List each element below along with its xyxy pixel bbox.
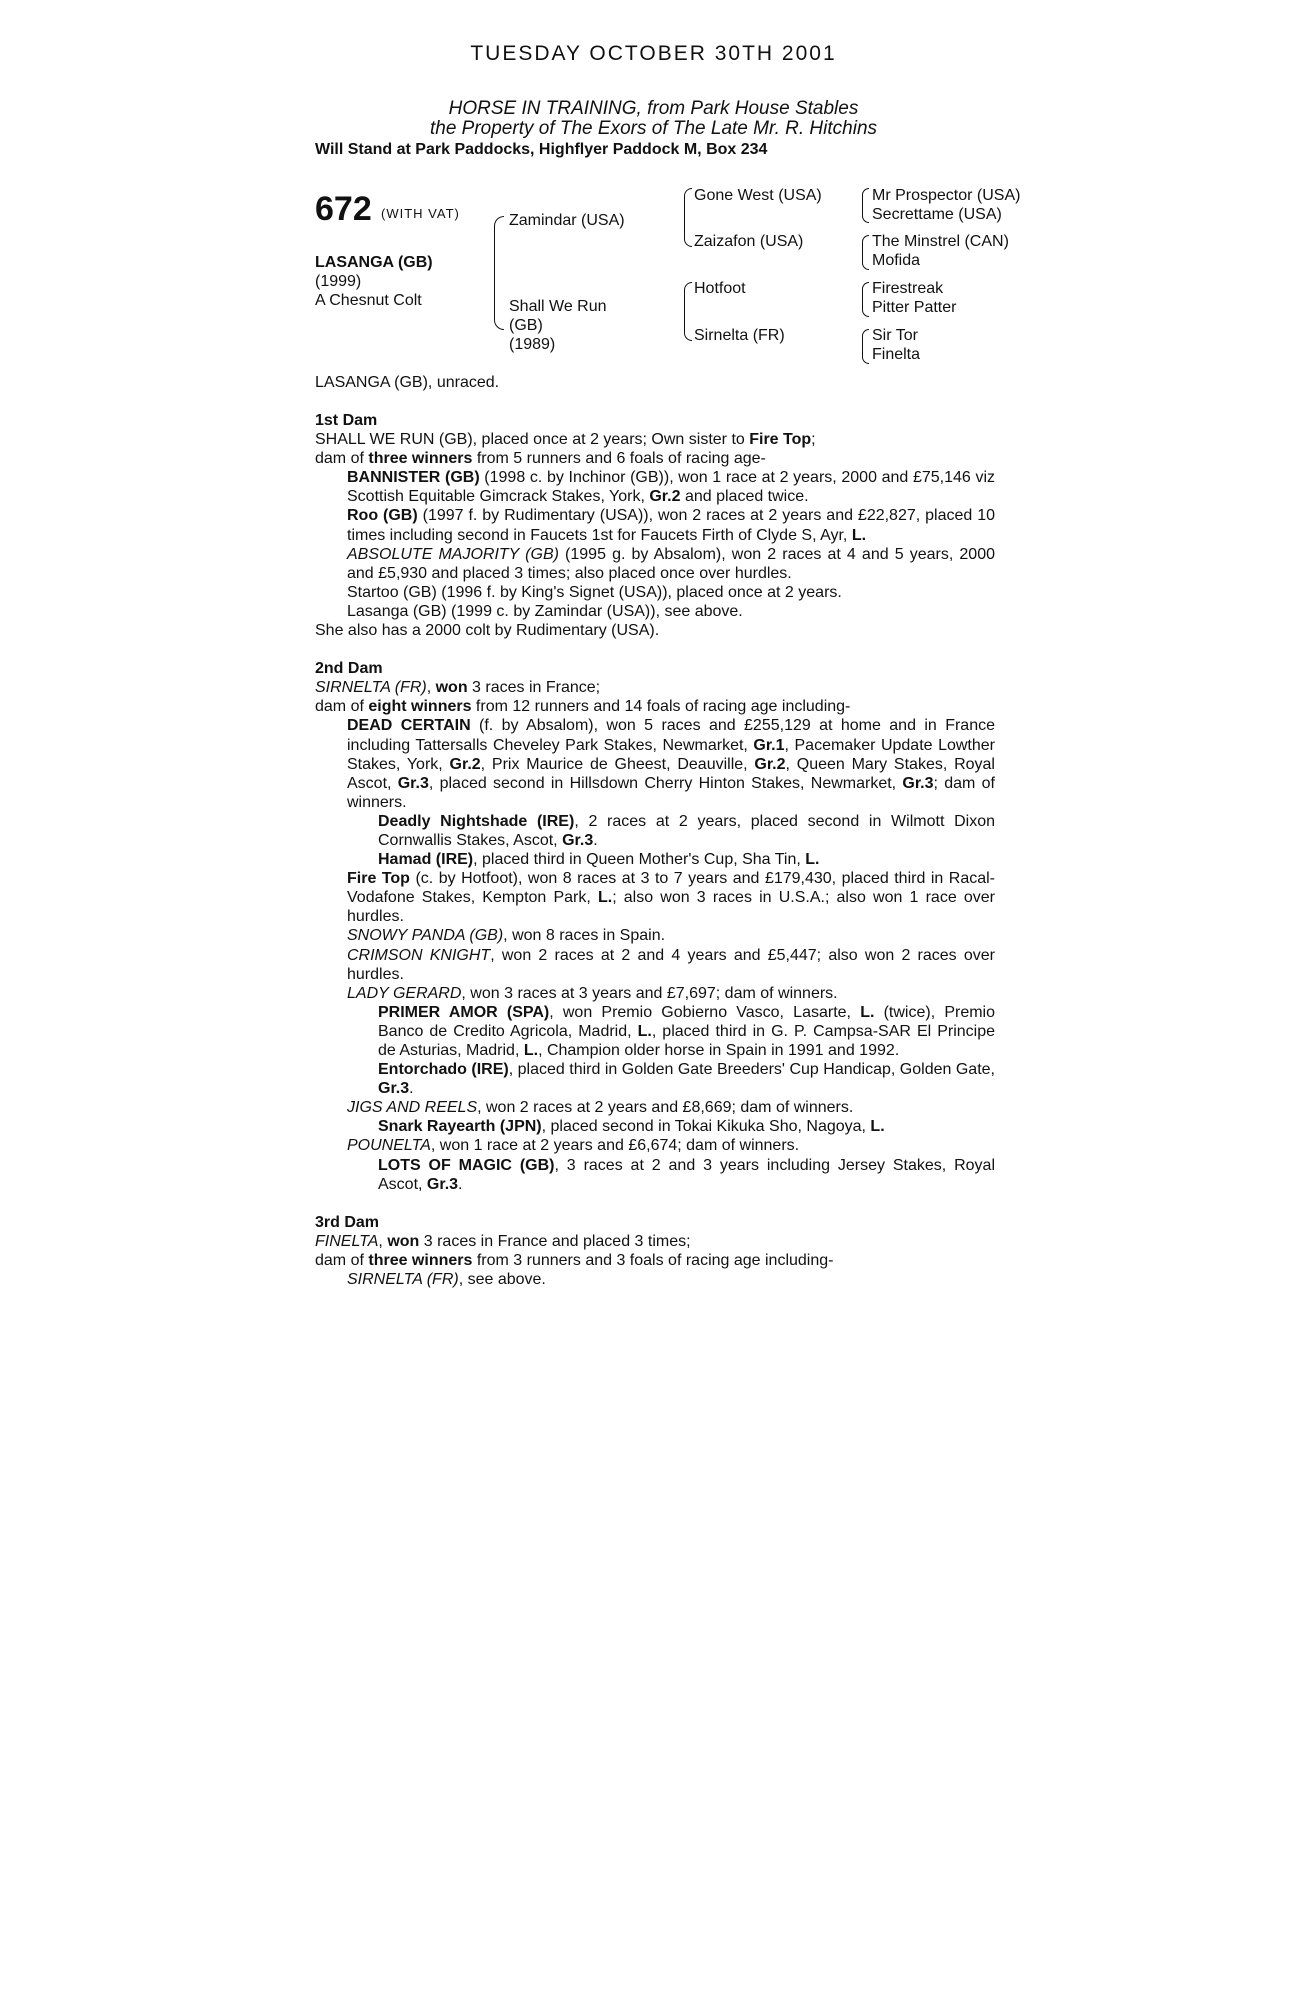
- first-dam-line-2: dam of three winners from 5 runners and 6 foals of racing age-: [315, 450, 766, 468]
- pedigree-ds: Hotfoot: [694, 280, 746, 297]
- lot-number: 672: [315, 190, 372, 228]
- third-dam-line-2: dam of three winners from 3 runners and 3 foals of racing age including-: [315, 1251, 834, 1269]
- produce-jigs-and-reels: JIGS AND REELS, won 2 races at 2 years and £8,669; dam of winners.: [347, 1099, 854, 1117]
- pedigree-ssd: Secrettame (USA): [872, 206, 1002, 223]
- produce-entorchado: Entorchado (IRE), placed third in Golden Gate Breeders' Cup Handicap, Golden Gate, Gr.3.: [378, 1061, 995, 1098]
- pedigree-brace-sd: [862, 235, 869, 270]
- page-date: TUESDAY OCTOBER 30TH 2001: [470, 42, 837, 65]
- pedigree-brace-ds: [862, 282, 869, 317]
- catalogue-body: [315, 411, 995, 1289]
- second-dam-line-1: SIRNELTA (FR), won 3 races in France;: [315, 679, 601, 697]
- pedigree-sdd: Mofida: [872, 252, 921, 269]
- produce-pounelta: POUNELTA, won 1 race at 2 years and £6,674; dam of winners.: [347, 1137, 800, 1155]
- horse-name: LASANGA (GB): [315, 254, 433, 271]
- header-line-3: Will Stand at Park Paddocks, Highflyer Paddock M, Box 234: [315, 141, 768, 158]
- first-dam-also: She also has a 2000 colt by Rudimentary (USA).: [315, 622, 660, 640]
- produce-roo: Roo (GB) (1997 f. by Rudimentary (USA)), won 2 races at 2 years and £22,827, placed 10 times including second in Faucets 1st for Faucets Firth of Clyde S, Ayr, L.: [347, 507, 995, 544]
- third-dam-heading: 3rd Dam: [315, 1213, 380, 1231]
- pedigree-brace-dam: [684, 282, 692, 341]
- produce-hamad: Hamad (IRE), placed third in Queen Mother's Cup, Sha Tin, L.: [378, 851, 820, 869]
- produce-bannister: BANNISTER (GB) (1998 c. by Inchinor (GB)), won 1 race at 2 years, 2000 and £75,146 viz Scottish Equitable Gimcrack Stakes, York, Gr.2 and placed twice.: [347, 469, 996, 506]
- produce-lots-of-magic: LOTS OF MAGIC (GB), 3 races at 2 and 3 years including Jersey Stakes, Royal Ascot, Gr.3.: [378, 1156, 996, 1193]
- produce-snowy-panda: SNOWY PANDA (GB), won 8 races in Spain.: [347, 927, 666, 945]
- pedigree-sss: Mr Prospector (USA): [872, 187, 1021, 204]
- header-line-1: HORSE IN TRAINING, from Park House Stables: [448, 98, 859, 119]
- produce-snark-rayearth: Snark Rayearth (JPN), placed second in Tokai Kikuka Sho, Nagoya, L.: [378, 1118, 885, 1136]
- produce-lasanga: Lasanga (GB) (1999 c. by Zamindar (USA)), see above.: [347, 602, 743, 620]
- pedigree-brace-ss: [862, 188, 869, 223]
- pedigree-ss: Gone West (USA): [694, 187, 822, 204]
- pedigree-ddd: Finelta: [872, 346, 921, 363]
- pedigree-dam-1: Shall We Run: [509, 298, 607, 315]
- pedigree-dam-2: (GB): [509, 317, 543, 334]
- pedigree-dd: Sirnelta (FR): [694, 327, 785, 344]
- pedigree-sd: Zaizafon (USA): [694, 233, 804, 250]
- first-dam-heading: 1st Dam: [315, 412, 378, 429]
- produce-crimson-knight: CRIMSON KNIGHT, won 2 races at 2 and 4 years and £5,447; also won 2 races over hurdles.: [347, 946, 996, 983]
- produce-lady-gerard: LADY GERARD, won 3 races at 3 years and £7,697; dam of winners.: [347, 984, 838, 1002]
- produce-dead-certain: DEAD CERTAIN (f. by Absalom), won 5 races and £255,129 at home and in France including Tattersalls Cheveley Park Stakes, Newmarket, Gr.1, Pacemaker Update Lowther Stakes, York, Gr.2, Prix Maurice de Gheest, Deauville, Gr.2, Queen Mary Stakes, Royal Ascot, Gr.3, placed second in Hillsdown Cherry Hinton Stakes, Newmarket, Gr.3; dam of winners.: [347, 717, 996, 811]
- second-dam-heading: 2nd Dam: [315, 660, 383, 678]
- pedigree-dds: Sir Tor: [872, 327, 918, 344]
- third-dam-line-1: FINELTA, won 3 races in France and placed 3 times;: [315, 1232, 691, 1250]
- pedigree-brace-sire: [684, 188, 692, 247]
- third-dam-line-3: SIRNELTA (FR), see above.: [347, 1271, 546, 1289]
- pedigree-sire: Zamindar (USA): [509, 212, 625, 229]
- header-line-2: the Property of The Exors of The Late Mr. R. Hitchins: [429, 118, 878, 139]
- horse-year: (1999): [315, 273, 362, 290]
- pedigree-dsd: Pitter Patter: [872, 299, 957, 316]
- produce-primer-amor: PRIMER AMOR (SPA), won Premio Gobierno Vasco, Lasarte, L. (twice), Premio Banco de Credito Agricola, Madrid, L., placed third in G. P. Campsa-SAR El Principe de Asturias, Madrid, L., Champion older horse in Spain in 1991 and 1992.: [378, 1003, 996, 1059]
- pedigree-dam-3: (1989): [509, 336, 556, 353]
- produce-absolute-majority: ABSOLUTE MAJORITY (GB) (1995 g. by Absalom), won 2 races at 4 and 5 years, 2000 and £5,930 and placed 3 times; also placed once over hurdles.: [347, 545, 996, 582]
- second-dam-line-2: dam of eight winners from 12 runners and 14 foals of racing age including-: [315, 698, 851, 716]
- vat-note: (WITH VAT): [381, 206, 460, 221]
- pedigree-brace-main: [494, 216, 504, 330]
- produce-startoo: Startoo (GB) (1996 f. by King's Signet (USA)), placed once at 2 years.: [347, 583, 842, 601]
- first-dam-line-1: SHALL WE RUN (GB), placed once at 2 years; Own sister to Fire Top;: [315, 431, 816, 449]
- produce-deadly-nightshade: Deadly Nightshade (IRE), 2 races at 2 years, placed second in Wilmott Dixon Cornwallis Stakes, Ascot, Gr.3.: [378, 812, 995, 849]
- produce-fire-top: Fire Top (c. by Hotfoot), won 8 races at 3 to 7 years and £179,430, placed third in Racal-Vodafone Stakes, Kempton Park, L.; also won 3 races in U.S.A.; also won 1 race over hurdles.: [347, 870, 996, 926]
- race-record: LASANGA (GB), unraced.: [315, 374, 500, 391]
- horse-description: A Chesnut Colt: [315, 292, 422, 309]
- pedigree-sds: The Minstrel (CAN): [872, 233, 1009, 250]
- pedigree-dss: Firestreak: [872, 280, 944, 297]
- pedigree-brace-dd: [862, 329, 869, 364]
